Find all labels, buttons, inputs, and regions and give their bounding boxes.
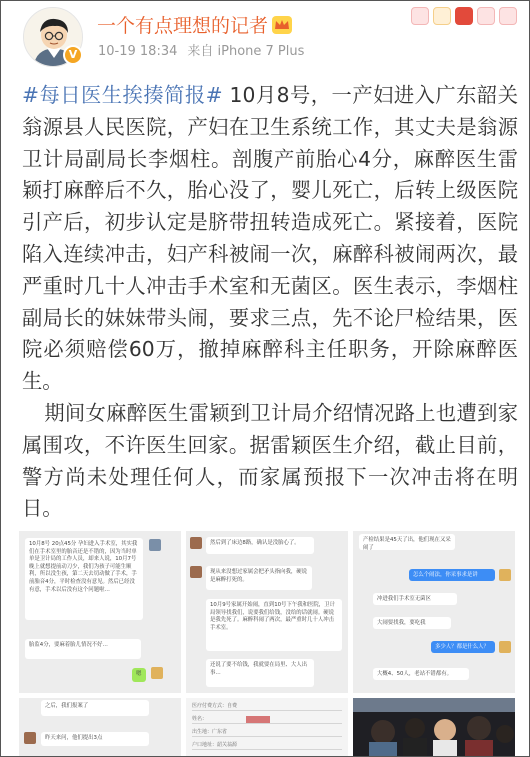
chat-bubble: 然后到了床边8路，确认是没胎心了。 (206, 537, 314, 554)
hashtag-link[interactable]: #每日医生挨揍简报# (22, 83, 223, 107)
chat-avatar-icon (190, 537, 202, 549)
username[interactable]: 一个有点理想的记者 (97, 15, 269, 37)
chat-bubble: 大概4、50人，老站不错都有。 (373, 668, 469, 680)
paragraph-1-text: 10月8号，一产妇进入广东韶关翁源县人民医院，产妇在卫生系统工作，其丈夫是翁源卫计局副局长李烟柱。剖腹产前胎心4分，麻醉医生雷颖打麻醉后不久，胎心没了，婴儿死亡，后转上级医院引产后，初步认定是脐带扭转造成死亡。紧接着，医院陷入连续冲击，妇产科被闹一次，麻醉科被闹两次，最严重时几十人冲击手术室和无菌区。医生表示，李烟柱副局长的妹妹带头闹，要求三点，先不论尸检结果，医院必须赔偿60万，撤掉麻醉科主任职务，开除麻醉医生。 (22, 83, 518, 394)
lantern-icon (499, 7, 517, 25)
chat-bubble: 现从来没想过家属会把矛头指向我，硬说是麻醉打死的。 (206, 566, 312, 590)
post-paragraph-2: 期间女麻醉医生雷颖到卫计局介绍情况路上也遭到家属围攻，不许医生回家。据雷颖医生介绍，截止目前，警方尚未处理任何人，而家属预报下一次冲击将在明日。 (22, 400, 518, 521)
form-row: 户口地址：韶关翁源 (192, 741, 342, 750)
chat-bubble: 产检结果是45天了出，他们现在又采闹了 (359, 534, 455, 550)
verified-badge-icon: V (63, 45, 83, 65)
chat-avatar-icon (149, 539, 161, 551)
redaction-mark (246, 716, 270, 723)
post-paragraph-1 (22, 80, 518, 398)
form-row: 出生地：广东省 (192, 728, 342, 737)
gift-icon (455, 7, 473, 25)
image-thumbnail-1[interactable] (19, 531, 181, 693)
post-source: 来自 iPhone 7 Plus (187, 44, 305, 59)
chat-avatar-icon (151, 667, 163, 679)
chat-avatar-icon (24, 732, 36, 744)
chat-avatar-icon (499, 641, 511, 653)
chat-bubble: 大闹要找我，要吃我 (373, 617, 451, 629)
username-row (97, 11, 292, 39)
image-thumbnail-4[interactable] (19, 698, 181, 757)
form-row: 姓名： (192, 715, 342, 724)
image-grid (19, 531, 515, 757)
chat-avatar-icon (499, 569, 511, 581)
chat-bubble: 多少人？都是什么人？ (431, 641, 495, 653)
lantern-icon (433, 7, 451, 25)
crown-icon[interactable] (272, 16, 292, 39)
post-text (22, 80, 518, 525)
chat-bubble: 之后，我们报案了 (41, 700, 149, 716)
chat-bubble: 冲进我们手术室无菌区 (373, 593, 457, 605)
image-thumbnail-3[interactable] (353, 531, 515, 693)
chat-bubble: 昨天来问，他们提出3点 (41, 732, 149, 746)
image-thumbnail-5[interactable] (186, 698, 348, 757)
card-decoration (411, 7, 517, 25)
image-thumbnail-2[interactable] (186, 531, 348, 693)
chat-bubble: 嗯 (132, 668, 146, 682)
chat-bubble: 胎监4分，要麻着胎儿情况不好… (25, 639, 141, 659)
chat-bubble: 怎么个闹法，你采事求是讲 (409, 569, 495, 581)
form-row: 医疗付费方式：自费 (192, 702, 342, 711)
chat-bubble: 10月8号 20点45分 孕妇进入手术室，其实我们在手术室里的胎音还是不错的，因为当时单单是卫计局的工作人员，却来人说，10月7号晚上就想提前动刀少，我们为孩子可能生顺利，所以没生孩，第二天去切动做了手术，手前胎音4分，平时检查没有意见。然后已经没有意，手术以后没有这个问题啦… (25, 538, 143, 620)
image-thumbnail-6[interactable] (353, 698, 515, 757)
lantern-icon (411, 7, 429, 25)
post-time: 10-19 18:34 (98, 44, 178, 59)
crowd-photo-icon (353, 698, 515, 757)
post-meta (98, 40, 304, 59)
chat-bubble: 10月9号家属开始闹，直到10号下午我和医院，卫计局领导找我们，说要我们给钱，没给的话就闹。硬说是我先死了。麻醉科闹了两次，最严重时几十人冲击手术室。 (206, 599, 342, 651)
lantern-icon (477, 7, 495, 25)
chat-avatar-icon (190, 566, 202, 578)
chat-bubble: 还说了要不给钱，我就要在局里、大人出事… (206, 659, 314, 687)
